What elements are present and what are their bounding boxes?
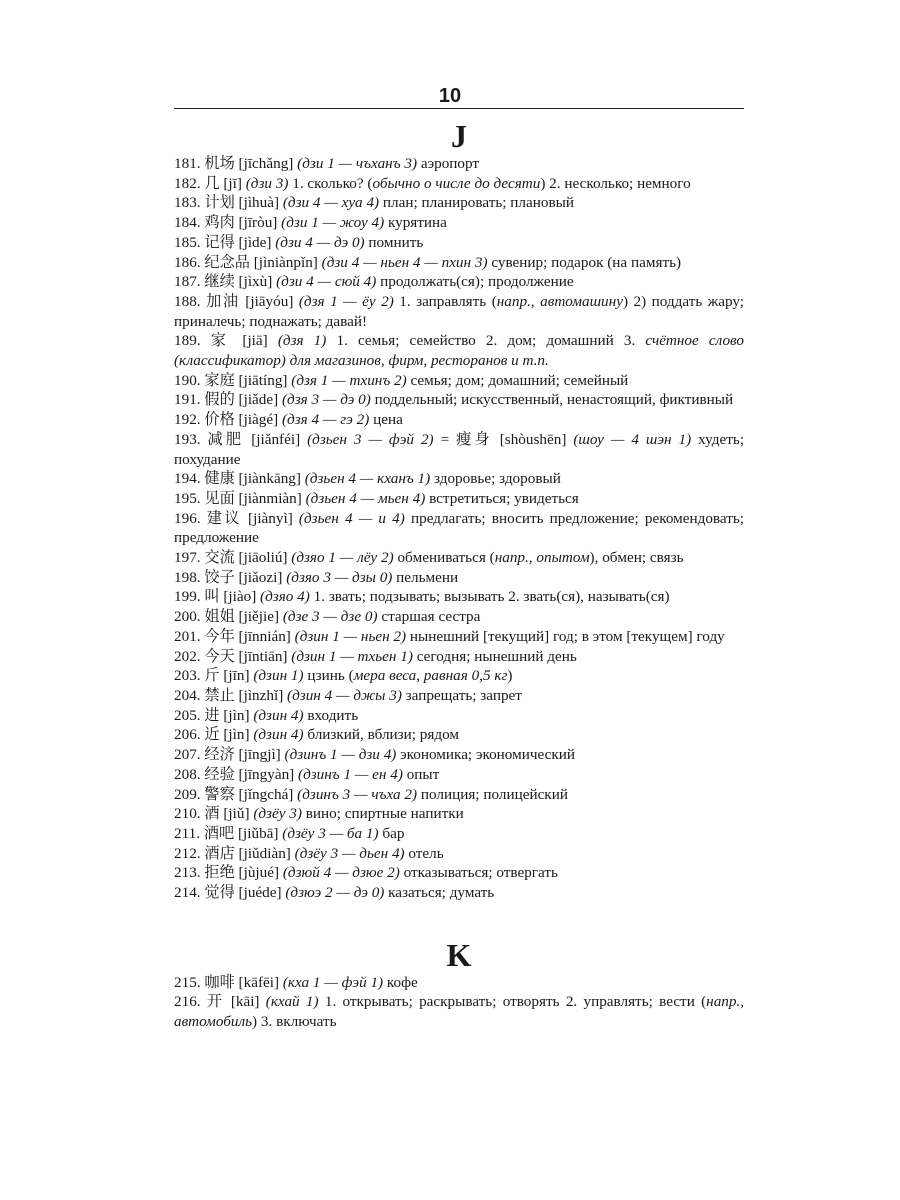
entry-hanzi: 记得 xyxy=(204,233,235,251)
entry-number: 216. xyxy=(174,993,201,1011)
definition-note: (шоу — 4 шэн 1) xyxy=(573,430,692,448)
dictionary-entry xyxy=(174,666,744,686)
dictionary-entry xyxy=(174,824,744,844)
entry-definition xyxy=(421,155,479,172)
entry-number: 181. xyxy=(174,155,201,172)
entry-transcription: (дзяо 4) xyxy=(260,588,310,606)
dictionary-entry xyxy=(174,253,744,273)
dictionary-entry xyxy=(174,686,744,706)
definition-text: отказываться; отвергать xyxy=(403,864,558,882)
dictionary-entry xyxy=(174,568,744,588)
dictionary-entry xyxy=(174,489,744,509)
entry-pinyin: [jiǔ] xyxy=(223,805,250,823)
entry-hanzi: 饺子 xyxy=(204,568,235,586)
definition-text: цзинь ( xyxy=(307,667,354,685)
header-rule xyxy=(174,108,744,109)
entry-pinyin: [jiǎde] xyxy=(238,391,279,409)
entry-pinyin: [jiā] xyxy=(242,332,268,350)
entry-number: 189. xyxy=(174,332,201,350)
dictionary-entry xyxy=(174,292,744,331)
entry-transcription: (дзяо 1 — лёу 2) xyxy=(291,549,394,567)
definition-text: встретиться; увидеться xyxy=(429,489,579,507)
entry-definition xyxy=(388,884,494,901)
entry-number: 195. xyxy=(174,489,201,507)
entry-definition xyxy=(491,254,681,271)
entry-transcription: (дзя 1 — ёу 2) xyxy=(298,292,394,310)
dictionary-entry xyxy=(174,883,744,903)
definition-text: курятина xyxy=(387,214,447,232)
definition-text: полиция; полицейский xyxy=(420,785,568,803)
entry-transcription: (дзьен 4 — мьен 4) xyxy=(305,489,426,507)
entry-transcription: (дзя 1) xyxy=(277,332,327,350)
dictionary-entry xyxy=(174,548,744,568)
definition-text: аэропорт xyxy=(420,155,480,172)
definition-text: = 瘦身 [shòushēn] xyxy=(440,430,574,448)
definition-text: 1. семья; семейство 2. дом; домашний 3. xyxy=(336,332,646,350)
entry-number: 201. xyxy=(174,627,201,645)
entry-definition xyxy=(397,549,683,566)
entry-pinyin: [jīntiān] xyxy=(238,647,288,665)
entry-number: 211. xyxy=(174,824,201,842)
dictionary-entry xyxy=(174,509,744,548)
entry-transcription: (дзи 4 — хуа 4) xyxy=(282,194,380,212)
entry-pinyin: [jìn] xyxy=(223,706,250,724)
entry-transcription: (дзяо 3 — дзы 0) xyxy=(286,568,393,586)
entry-hanzi: 禁止 xyxy=(204,686,235,704)
entry-pinyin: [jiějie] xyxy=(238,608,280,626)
entry-pinyin: [jùjué] xyxy=(238,864,280,882)
section-letter: J xyxy=(451,118,467,154)
definition-text: помнить xyxy=(368,233,424,251)
definition-text: здоровье; здоровый xyxy=(434,470,561,488)
entry-number: 204. xyxy=(174,686,201,704)
entry-number: 203. xyxy=(174,667,201,685)
entry-definition xyxy=(410,628,725,645)
dictionary-entry xyxy=(174,804,744,824)
entry-pinyin: [jìnzhǐ] xyxy=(238,686,284,704)
entry-transcription: (дзинъ 1 — ен 4) xyxy=(298,765,403,783)
entry-pinyin: [jiǎnféi] xyxy=(251,430,301,448)
dictionary-entry xyxy=(174,992,744,1031)
entry-hanzi: 近 xyxy=(204,726,220,744)
definition-text: 1. открывать; раскрывать; отворять 2. управлять; вести ( xyxy=(324,993,707,1011)
definition-text: вино; спиртные напитки xyxy=(305,805,464,823)
definition-text: продолжать(ся); продолжение xyxy=(380,273,574,291)
dictionary-entry xyxy=(174,390,744,410)
entry-definition xyxy=(306,805,464,822)
entry-transcription: (дзёу 3 — дьен 4) xyxy=(294,844,405,862)
entry-definition xyxy=(404,864,558,881)
dictionary-entry xyxy=(174,410,744,430)
entry-hanzi: 觉得 xyxy=(204,884,235,902)
definition-text: поддельный; искусственный, ненастоящий, фиктивный xyxy=(374,391,734,409)
dictionary-entry xyxy=(174,193,744,213)
entry-hanzi: 健康 xyxy=(204,470,235,488)
entry-pinyin: [jìniànpǐn] xyxy=(253,253,318,271)
entry-definition xyxy=(174,993,744,1030)
dictionary-entry xyxy=(174,154,744,174)
definition-text: цена xyxy=(373,411,403,429)
entry-transcription: (дзи 1 — жоу 4) xyxy=(281,214,385,232)
definition-note: счётное слово (классификатор) для магазинов, фирм, ресторанов и т.п. xyxy=(174,332,745,370)
entry-transcription: (дзи 3) xyxy=(245,174,289,192)
entry-number: 209. xyxy=(174,785,201,803)
entry-pinyin: [jīròu] xyxy=(238,214,278,232)
entry-pinyin: [jīnnián] xyxy=(238,627,291,645)
entry-definition xyxy=(400,746,575,763)
entry-hanzi: 家 xyxy=(210,332,233,350)
entry-transcription: (дзя 1 — тхинъ 2) xyxy=(291,371,407,389)
entry-hanzi: 经验 xyxy=(204,765,235,783)
entry-pinyin: [jīn] xyxy=(223,667,250,685)
definition-text: семья; дом; домашний; семейный xyxy=(410,371,629,389)
entry-number: 186. xyxy=(174,253,201,271)
dictionary-entry xyxy=(174,174,744,194)
entry-pinyin: [jìde] xyxy=(238,233,272,251)
entry-transcription: (дзин 1 — тхьен 1) xyxy=(291,647,413,665)
entry-hanzi: 交流 xyxy=(204,549,235,567)
entry-number: 213. xyxy=(174,864,201,882)
dictionary-entry xyxy=(174,745,744,765)
entry-definition xyxy=(421,786,568,803)
entry-hanzi: 警察 xyxy=(204,785,235,803)
entry-definition xyxy=(434,470,561,487)
entry-number: 202. xyxy=(174,647,201,665)
entry-number: 212. xyxy=(174,844,201,862)
entry-hanzi: 拒绝 xyxy=(204,864,235,882)
definition-note: напр., автомашину xyxy=(496,292,623,310)
entry-hanzi: 今年 xyxy=(204,627,235,645)
definition-text: ) 2. несколько; немного xyxy=(540,174,691,192)
entry-transcription: (дзи 4 — ньен 4 — пхин 3) xyxy=(321,253,488,271)
entry-pinyin: [jī] xyxy=(223,174,242,192)
entry-transcription: (дзинъ 1 — дзи 4) xyxy=(284,746,397,764)
entry-pinyin: [jīchǎng] xyxy=(238,155,294,172)
entry-hanzi: 继续 xyxy=(204,273,235,291)
entry-transcription: (дзя 4 — гэ 2) xyxy=(281,411,370,429)
entry-definition xyxy=(375,391,734,408)
entry-hanzi: 机场 xyxy=(204,155,235,172)
definition-note: мера веса, равная 0,5 кг xyxy=(353,667,508,685)
entry-number: 205. xyxy=(174,706,201,724)
definition-note: напр., опытом xyxy=(494,549,590,567)
entry-number: 207. xyxy=(174,746,201,764)
definition-text: худеть; похудание xyxy=(174,430,745,468)
entry-pinyin: [jǐngchá] xyxy=(238,785,294,803)
entry-pinyin: [juéde] xyxy=(238,884,282,902)
entry-pinyin: [jiànmiàn] xyxy=(238,489,302,507)
entry-number: 182. xyxy=(174,174,201,192)
definition-text: нынешний [текущий] год; в этом [текущем] году xyxy=(409,627,725,645)
entry-number: 199. xyxy=(174,588,201,606)
entry-hanzi: 斤 xyxy=(204,667,220,685)
entry-transcription: (дзя 3 — дэ 0) xyxy=(281,391,371,409)
entry-transcription: (дзинъ 3 — чъха 2) xyxy=(297,785,418,803)
entry-transcription: (дзюэ 2 — дэ 0) xyxy=(285,884,385,902)
entry-transcription: (кхай 1) xyxy=(265,993,319,1011)
entry-pinyin: [kāfēi] xyxy=(238,973,280,991)
entry-pinyin: [jiànkāng] xyxy=(238,470,301,488)
entry-number: 210. xyxy=(174,805,201,823)
dictionary-entry xyxy=(174,647,744,667)
dictionary-entry xyxy=(174,844,744,864)
definition-text: отель xyxy=(408,844,444,862)
definition-text: ) 3. включать xyxy=(252,1013,337,1031)
entry-hanzi: 见面 xyxy=(204,489,235,507)
entry-pinyin: [jīngyàn] xyxy=(238,765,295,783)
entry-transcription: (дзюй 4 — дзюе 2) xyxy=(282,864,400,882)
entry-transcription: (дзёу 3 — ба 1) xyxy=(282,824,379,842)
definition-text: сувенир; подарок (на память) xyxy=(491,253,682,271)
definition-note: обычно о числе до десяти xyxy=(372,174,541,192)
entry-hanzi: 今天 xyxy=(204,647,235,665)
definition-text: 1. заправлять ( xyxy=(399,292,497,310)
entry-definition xyxy=(307,726,459,743)
entry-pinyin: [jìxù] xyxy=(238,273,273,291)
definition-text: бар xyxy=(382,824,405,842)
entry-pinyin: [jìhuà] xyxy=(238,194,280,212)
entry-hanzi: 建议 xyxy=(206,509,242,527)
entry-pinyin: [jìn] xyxy=(223,726,250,744)
entry-number: 200. xyxy=(174,608,201,626)
entry-pinyin: [jiǎozi] xyxy=(238,568,283,586)
definition-text: план; планировать; плановый xyxy=(382,194,574,212)
entry-hanzi: 进 xyxy=(204,706,220,724)
dictionary-entry xyxy=(174,272,744,292)
dictionary-entry xyxy=(174,233,744,253)
entry-definition xyxy=(380,273,573,290)
dictionary-entry xyxy=(174,863,744,883)
dictionary-entry xyxy=(174,213,744,233)
entry-definition xyxy=(292,175,690,192)
entry-hanzi: 价格 xyxy=(204,411,235,429)
entry-transcription: (дзьен 4 — и 4) xyxy=(298,509,405,527)
entry-hanzi: 经济 xyxy=(204,746,235,764)
dictionary-entry xyxy=(174,725,744,745)
dictionary-entry xyxy=(174,587,744,607)
entry-hanzi: 酒吧 xyxy=(203,824,235,842)
entry-definition xyxy=(408,845,443,862)
entry-hanzi: 家庭 xyxy=(204,371,235,389)
entry-definition xyxy=(429,490,579,507)
definition-text: 1. сколько? ( xyxy=(292,174,373,192)
definition-text: входить xyxy=(307,706,359,724)
definition-text: близкий, вблизи; рядом xyxy=(307,726,460,744)
entry-definition xyxy=(381,608,480,625)
entry-definition xyxy=(373,411,403,428)
dictionary-entry xyxy=(174,331,744,370)
definition-text: сегодня; нынешний день xyxy=(416,647,577,665)
entry-transcription: (дзи 4 — дэ 0) xyxy=(275,233,365,251)
entry-pinyin: [jiātíng] xyxy=(238,371,288,389)
entry-transcription: (дзин 4) xyxy=(253,706,304,724)
entry-number: 190. xyxy=(174,371,201,389)
dictionary-entry xyxy=(174,469,744,489)
entry-transcription: (дзин 4) xyxy=(253,726,304,744)
dictionary-entry xyxy=(174,706,744,726)
entry-hanzi: 开 xyxy=(206,993,225,1011)
entry-definition xyxy=(307,667,512,684)
entry-hanzi: 鸡肉 xyxy=(204,214,235,232)
definition-note: напр., автомобиль xyxy=(174,993,745,1031)
entry-definition xyxy=(307,707,358,724)
entry-definition xyxy=(406,687,522,704)
entry-number: 197. xyxy=(174,549,201,567)
entry-transcription: (дзёу 3) xyxy=(253,805,302,823)
entry-definition xyxy=(410,372,628,389)
definition-text: ) xyxy=(507,667,513,685)
entry-hanzi: 加油 xyxy=(206,292,240,310)
entry-number: 192. xyxy=(174,411,201,429)
entry-number: 185. xyxy=(174,233,201,251)
definition-text: казаться; думать xyxy=(388,884,495,902)
entry-definition xyxy=(388,214,447,231)
dictionary-entry xyxy=(174,973,744,993)
page-number: 10 xyxy=(438,85,462,107)
entry-transcription: (дзьен 4 — кханъ 1) xyxy=(304,470,431,488)
entry-pinyin: [jiàgé] xyxy=(238,411,279,429)
definition-text: ), обмен; связь xyxy=(589,549,684,567)
section-letter: K xyxy=(446,936,472,973)
entry-pinyin: [jiāoliú] xyxy=(238,549,288,567)
entry-hanzi: 酒店 xyxy=(204,844,235,862)
entry-hanzi: 叫 xyxy=(204,588,220,606)
entry-definition xyxy=(368,234,423,251)
entry-transcription: (дзин 1) xyxy=(253,667,304,685)
entry-pinyin: [jīngjì] xyxy=(238,746,281,764)
definition-text: запрещать; запрет xyxy=(405,686,522,704)
entry-hanzi: 姐姐 xyxy=(204,608,235,626)
entry-pinyin: [jiǔdiàn] xyxy=(238,844,291,862)
entry-pinyin: [jiào] xyxy=(223,588,257,606)
entry-hanzi: 咖啡 xyxy=(204,973,235,991)
definition-text: старшая сестра xyxy=(381,608,481,626)
entry-hanzi: 酒 xyxy=(204,805,220,823)
entry-transcription: (кха 1 — фэй 1) xyxy=(282,973,384,991)
entry-definition xyxy=(383,194,574,211)
entry-pinyin: [jiànyì] xyxy=(248,509,293,527)
entry-definition xyxy=(417,648,577,665)
definition-text: предлагать; вносить предложение; рекомендовать; предложение xyxy=(174,509,745,547)
entry-pinyin: [kāi] xyxy=(230,993,260,1011)
dictionary-content xyxy=(174,118,744,1032)
entry-hanzi: 假的 xyxy=(204,391,235,409)
entry-hanzi: 减肥 xyxy=(207,430,245,448)
definition-text: кофе xyxy=(386,973,418,991)
entry-hanzi: 计划 xyxy=(204,194,235,212)
definition-text: обмениваться ( xyxy=(397,549,495,567)
entry-number: 188. xyxy=(174,292,201,310)
dictionary-entry xyxy=(174,627,744,647)
entry-number: 196. xyxy=(174,509,201,527)
dictionary-entry xyxy=(174,607,744,627)
entry-number: 187. xyxy=(174,273,201,291)
entry-transcription: (дзин 4 — джы 3) xyxy=(287,686,402,704)
entry-number: 215. xyxy=(174,973,201,991)
entry-transcription: (дзе 3 — дзе 0) xyxy=(282,608,378,626)
entry-transcription: (дзин 1 — ньен 2) xyxy=(294,627,407,645)
entry-hanzi: 纪念品 xyxy=(204,253,250,271)
dictionary-entry xyxy=(174,765,744,785)
entry-transcription: (дзи 1 — чъханъ 3) xyxy=(297,155,418,172)
entry-transcription: (дзи 4 — сюй 4) xyxy=(276,273,377,291)
entry-number: 194. xyxy=(174,470,201,488)
entry-number: 208. xyxy=(174,765,201,783)
definition-text: опыт xyxy=(406,765,440,783)
dictionary-entry xyxy=(174,371,744,391)
entry-number: 198. xyxy=(174,568,201,586)
entry-hanzi: 几 xyxy=(204,174,220,192)
entry-number: 214. xyxy=(174,884,201,902)
definition-text: ) 2) поддать жару; приналечь; поднажать; давай! xyxy=(174,292,744,330)
entry-number: 184. xyxy=(174,214,201,232)
dictionary-entry xyxy=(174,430,744,469)
definition-text: 1. звать; подзывать; вызывать 2. звать(ся), называть(ся) xyxy=(313,588,670,606)
entry-definition xyxy=(396,569,458,586)
entry-pinyin: [jiǔbā] xyxy=(237,824,279,842)
dictionary-entry xyxy=(174,785,744,805)
entry-definition xyxy=(387,974,418,991)
definition-text: экономика; экономический xyxy=(400,746,575,764)
entry-pinyin: [jiāyóu] xyxy=(245,292,294,310)
definition-text: пельмени xyxy=(396,568,459,586)
entry-definition xyxy=(314,588,670,605)
entry-number: 206. xyxy=(174,726,201,744)
entry-number: 193. xyxy=(174,430,201,448)
entry-number: 183. xyxy=(174,194,201,212)
entry-number: 191. xyxy=(174,391,201,409)
entry-definition xyxy=(382,825,404,842)
entry-definition xyxy=(407,766,440,783)
entry-transcription: (дзьен 3 — фэй 2) xyxy=(307,430,434,448)
